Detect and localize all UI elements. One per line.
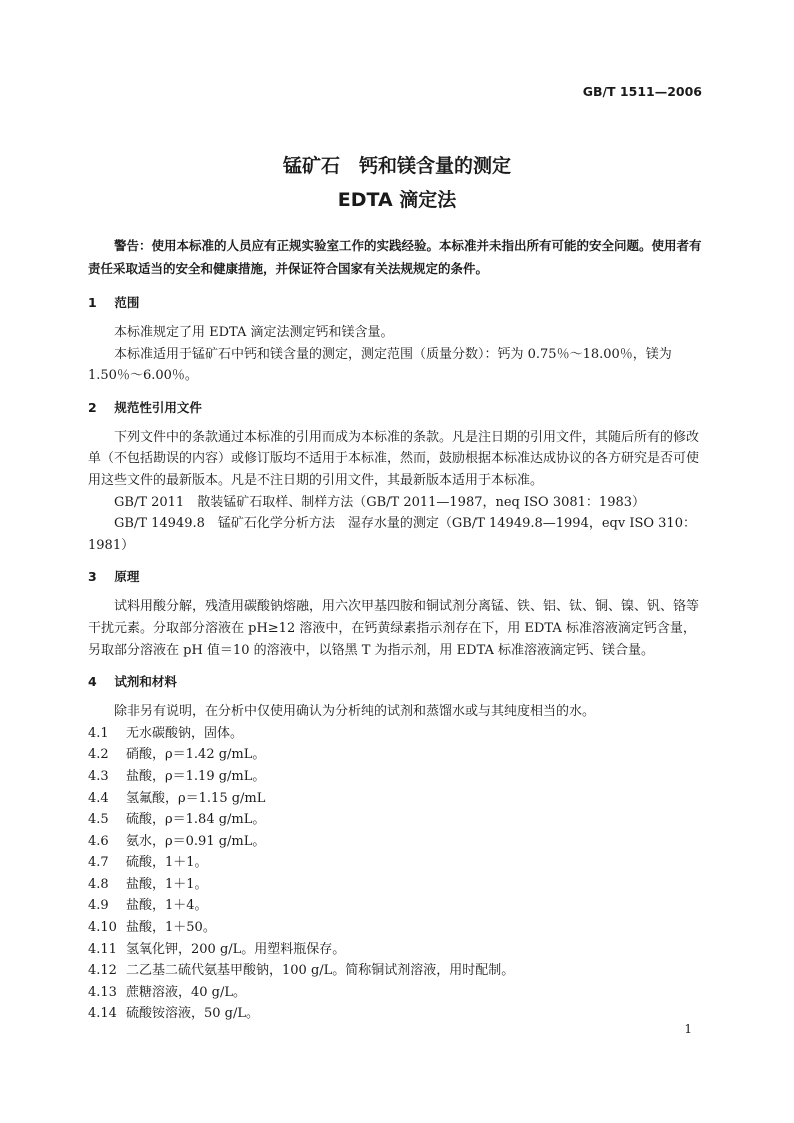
list-item [88, 874, 706, 896]
list-item [88, 960, 706, 982]
item-text: 无水碳酸钠，固体。 [126, 725, 244, 741]
section-2-heading [88, 397, 706, 419]
list-item [88, 744, 706, 766]
reagent-list [88, 723, 706, 1025]
item-text: 硫酸，1＋1。 [126, 855, 208, 871]
standard-number: GB/T 1511—2006 [582, 84, 702, 99]
section-2-paragraph-1: 下列文件中的条款通过本标准的引用而成为本标准的条款。凡是注日期的引用文件，其随后所有的修改单（不包括勘误的内容）或修订版均不适用于本标准，然而，鼓励根据本标准达成协议的各方研究是否可使用这些文件的最新版本。凡是不注日期的引用文件，其最新版本适用于本标准。 [88, 429, 700, 488]
list-item [88, 939, 706, 961]
item-text: 硫酸，ρ＝1.84 g/mL。 [126, 812, 266, 828]
item-number: 4.11 [88, 941, 117, 957]
item-number: 4.9 [88, 898, 109, 914]
section-number: 3 [88, 569, 97, 585]
item-text: 盐酸，ρ＝1.19 g/mL。 [126, 768, 266, 784]
list-item [88, 895, 706, 917]
item-text: 盐酸，1＋50。 [126, 920, 216, 936]
title-line-1: 锰矿石 钙和镁含量的测定 [282, 155, 511, 177]
section-number: 2 [88, 399, 97, 415]
item-text: 硝酸，ρ＝1.42 g/mL。 [126, 747, 266, 763]
section-number: 1 [88, 295, 97, 310]
item-text: 盐酸，1＋4。 [126, 898, 208, 914]
section-1-paragraph-2: 本标准适用于锰矿石中钙和镁含量的测定，测定范围（质量分数）：钙为 0.75％～18.00％，镁为 1.50％～6.00％。 [88, 346, 672, 384]
section-title: 范围 [114, 295, 140, 310]
item-text: 氢氟酸，ρ＝1.15 g/mL [126, 790, 266, 806]
list-item [88, 982, 706, 1004]
item-number: 4.7 [88, 855, 109, 871]
item-number: 4.5 [88, 812, 109, 828]
section-title: 规范性引用文件 [114, 399, 202, 415]
item-text: 氢氧化钾，200 g/L。用塑料瓶保存。 [126, 941, 346, 957]
list-item [88, 831, 706, 853]
item-number: 4.14 [88, 1006, 117, 1022]
item-number: 4.1 [88, 725, 109, 741]
list-item [88, 852, 706, 874]
item-number: 4.6 [88, 833, 109, 849]
item-number: 4.2 [88, 747, 109, 763]
document-title [0, 152, 794, 214]
reference-gb-t-14949-8: GB/T 14949.8 锰矿石化学分析方法 湿存水量的测定（GB/T 14949.8—1994，eqv ISO 310：1981） [88, 516, 696, 553]
warning-paragraph: 警告：使用本标准的人员应有正规实验室工作的实践经验。本标准并未指出所有可能的安全问题。使用者有责任采取适当的安全和健康措施，并保证符合国家有关法规规定的条件。 [88, 238, 702, 276]
item-text: 盐酸，1＋1。 [126, 876, 208, 892]
list-item [88, 788, 706, 810]
reference-gb-t-2011: GB/T 2011 散装锰矿石取样、制样方法（GB/T 2011—1987，neq ISO 3081：1983） [114, 494, 646, 510]
list-item [88, 723, 706, 745]
page-number: 1 [684, 1022, 692, 1036]
item-number: 4.8 [88, 876, 109, 892]
item-number: 4.12 [88, 963, 117, 979]
section-4-paragraph-1: 除非另有说明，在分析中仅使用确认为分析纯的试剂和蒸馏水或与其纯度相当的水。 [114, 704, 596, 720]
section-number: 4 [88, 674, 97, 690]
title-line-2: EDTA 滴定法 [337, 189, 457, 211]
item-number: 4.13 [88, 984, 117, 1000]
document-body [88, 234, 706, 1025]
item-number: 4.3 [88, 768, 109, 784]
list-item [88, 809, 706, 831]
section-title: 原理 [114, 569, 140, 585]
list-item [88, 766, 706, 788]
section-3-paragraph-1: 试料用酸分解，残渣用碳酸钠熔融，用六次甲基四胺和铜试剂分离锰、铁、铝、钛、铜、镍、钒、铬等干扰元素。分取部分溶液在 pH≥12 溶液中，在钙黄绿素指示剂存在下，用 EDTA 标准溶液滴定钙含量，另取部分溶液在 pH 值＝10 的溶液中，以铬黑 T 为指示剂，用 EDTA 标准溶液滴定钙、镁合量。 [88, 599, 700, 658]
item-number: 4.4 [88, 790, 109, 806]
section-title: 试剂和材料 [114, 674, 177, 690]
section-4-heading [88, 671, 706, 693]
section-3-heading [88, 566, 706, 588]
item-text: 二乙基二硫代氨基甲酸钠，100 g/L。简称铜试剂溶液，用时配制。 [126, 963, 515, 979]
item-text: 蔗糖溶液，40 g/L。 [126, 984, 247, 1000]
list-item [88, 917, 706, 939]
section-1-heading [88, 292, 706, 314]
item-text: 硫酸铵溶液，50 g/L。 [126, 1006, 260, 1022]
item-text: 氨水，ρ＝0.91 g/mL。 [126, 833, 266, 849]
item-number: 4.10 [88, 920, 117, 936]
section-1-paragraph-1: 本标准规定了用 EDTA 滴定法测定钙和镁含量。 [114, 325, 394, 340]
list-item [88, 1003, 706, 1025]
